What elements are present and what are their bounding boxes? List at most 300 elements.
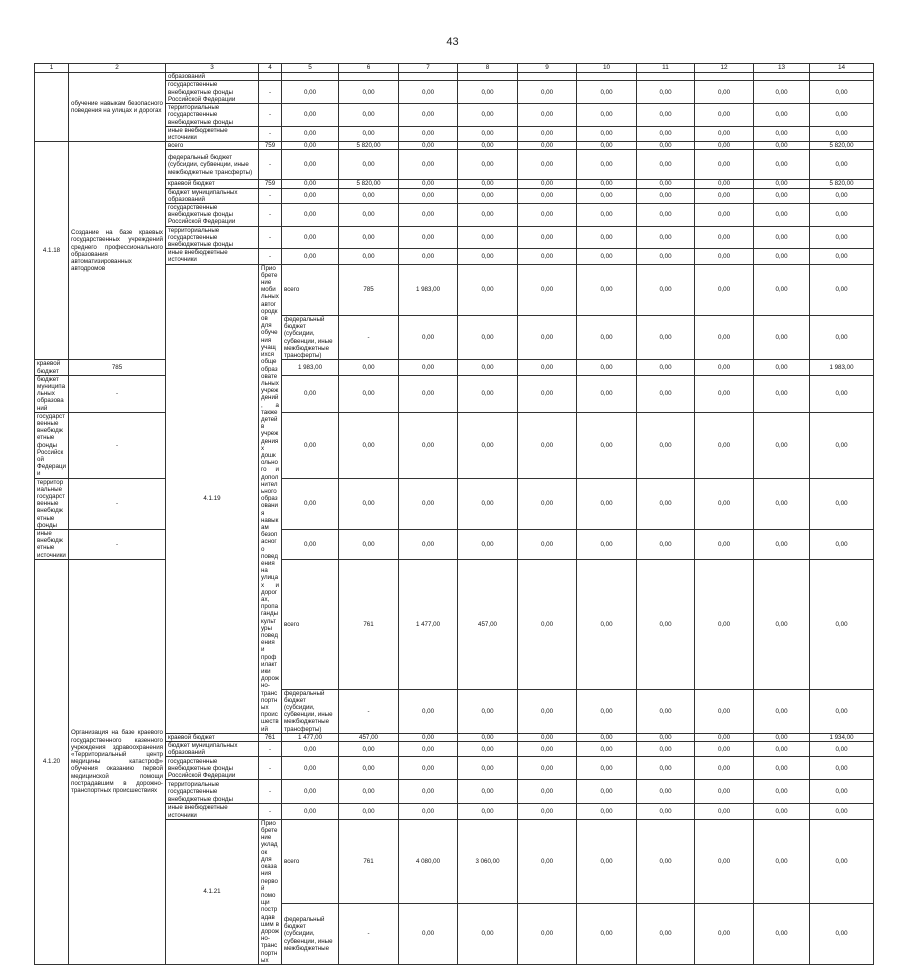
amount-cell: 0,00 [577, 559, 637, 689]
amount-cell: 0,00 [695, 742, 754, 757]
amount-cell: 0,00 [577, 904, 637, 965]
amount-cell: 0,00 [518, 780, 577, 804]
amount-cell: 0,00 [518, 689, 577, 733]
amount-cell: 0,00 [518, 804, 577, 819]
amount-cell: 0,00 [399, 180, 458, 188]
amount-cell: 0,00 [518, 188, 577, 203]
amount-cell: 0,00 [399, 104, 458, 127]
amount-cell: 0,00 [637, 529, 695, 559]
amount-cell: 0,00 [518, 226, 577, 249]
amount-cell: 0,00 [399, 412, 458, 478]
amount-cell: 0,00 [695, 360, 754, 375]
amount-cell: 0,00 [518, 742, 577, 757]
amount-cell: 0,00 [754, 412, 810, 478]
budget-code [259, 73, 282, 81]
budget-code: - [69, 478, 166, 529]
amount-cell: 0,00 [282, 478, 339, 529]
amount-cell: 0,00 [637, 733, 695, 741]
funding-source: территориальные государственные внебюджетные фонды [166, 104, 259, 127]
amount-cell: 0,00 [458, 226, 518, 249]
amount-cell: 0,00 [518, 104, 577, 127]
amount-cell: 0,00 [577, 780, 637, 804]
amount-cell: 0,00 [518, 126, 577, 141]
amount-cell: 0,00 [282, 804, 339, 819]
amount-cell: 0,00 [577, 104, 637, 127]
amount-cell: 0,00 [339, 757, 399, 780]
amount-cell: 0,00 [754, 529, 810, 559]
amount-cell: 0,00 [399, 316, 458, 360]
amount-cell: 0,00 [810, 757, 874, 780]
amount-cell: 0,00 [695, 733, 754, 741]
amount-cell: 0,00 [637, 780, 695, 804]
amount-cell: 0,00 [399, 142, 458, 150]
budget-code: 785 [339, 264, 399, 315]
amount-cell: 0,00 [399, 529, 458, 559]
amount-cell: 0,00 [577, 742, 637, 757]
amount-cell: 0,00 [518, 150, 577, 180]
amount-cell: 0,00 [518, 204, 577, 227]
funding-source: краевой бюджет [166, 180, 259, 188]
column-header: 3 [166, 64, 259, 73]
amount-cell: 0,00 [339, 204, 399, 227]
funding-source: иные внебюджетные источники [35, 529, 69, 559]
amount-cell [637, 73, 695, 81]
amount-cell: 0,00 [458, 478, 518, 529]
amount-cell: 0,00 [577, 478, 637, 529]
amount-cell: 0,00 [637, 689, 695, 733]
amount-cell: 0,00 [399, 904, 458, 965]
amount-cell: 0,00 [577, 819, 637, 903]
amount-cell: 0,00 [399, 226, 458, 249]
funding-source: бюджет муниципальных образований [166, 742, 259, 757]
amount-cell: 0,00 [399, 81, 458, 104]
amount-cell: 0,00 [637, 104, 695, 127]
amount-cell: 0,00 [518, 819, 577, 903]
amount-cell: 0,00 [754, 316, 810, 360]
amount-cell: 0,00 [754, 742, 810, 757]
amount-cell: 0,00 [282, 412, 339, 478]
budget-code: - [259, 249, 282, 264]
funding-source: государственные внебюджетные фонды Российской Федерации [166, 757, 259, 780]
amount-cell: 0,00 [754, 478, 810, 529]
amount-cell: 0,00 [339, 529, 399, 559]
amount-cell: 0,00 [518, 478, 577, 529]
table-row [35, 412, 874, 478]
amount-cell: 0,00 [810, 742, 874, 757]
amount-cell: 0,00 [458, 780, 518, 804]
budget-code: - [259, 780, 282, 804]
budget-code: 761 [339, 819, 399, 903]
column-header: 5 [282, 64, 339, 73]
amount-cell: 0,00 [399, 150, 458, 180]
amount-cell: 0,00 [577, 204, 637, 227]
amount-cell: 0,00 [458, 180, 518, 188]
funding-source: территориальные государственные внебюджетные фонды [166, 226, 259, 249]
funding-source: государственные внебюджетные фонды Российской Федерации [166, 204, 259, 227]
amount-cell: 0,00 [458, 316, 518, 360]
amount-cell: 457,00 [339, 733, 399, 741]
amount-cell: 0,00 [637, 757, 695, 780]
amount-cell: 0,00 [754, 264, 810, 315]
amount-cell: 0,00 [282, 150, 339, 180]
amount-cell: 0,00 [754, 689, 810, 733]
amount-cell: 0,00 [458, 529, 518, 559]
amount-cell: 0,00 [637, 904, 695, 965]
amount-cell: 0,00 [577, 226, 637, 249]
amount-cell: 0,00 [458, 733, 518, 741]
amount-cell: 0,00 [754, 188, 810, 203]
amount-cell: 0,00 [695, 142, 754, 150]
amount-cell: 0,00 [399, 742, 458, 757]
amount-cell [399, 73, 458, 81]
amount-cell: 0,00 [518, 316, 577, 360]
amount-cell: 0,00 [637, 180, 695, 188]
amount-cell: 0,00 [754, 733, 810, 741]
amount-cell: 1 983,00 [810, 360, 874, 375]
budget-code: - [259, 204, 282, 227]
budget-code: 759 [259, 142, 282, 150]
amount-cell: 0,00 [637, 126, 695, 141]
funding-source: федеральный бюджет (субсидии, субвенции, иные межбюджетные [282, 904, 339, 965]
amount-cell: 0,00 [399, 478, 458, 529]
amount-cell [577, 73, 637, 81]
amount-cell: 0,00 [458, 142, 518, 150]
amount-cell: 0,00 [518, 733, 577, 741]
amount-cell: 0,00 [810, 478, 874, 529]
amount-cell: 0,00 [577, 804, 637, 819]
amount-cell: 0,00 [339, 81, 399, 104]
amount-cell: 0,00 [339, 150, 399, 180]
amount-cell: 0,00 [754, 142, 810, 150]
budget-code: - [259, 226, 282, 249]
funding-source: всего [282, 264, 339, 315]
amount-cell: 0,00 [458, 757, 518, 780]
amount-cell: 0,00 [458, 412, 518, 478]
amount-cell: 0,00 [637, 804, 695, 819]
amount-cell: 0,00 [577, 81, 637, 104]
budget-code: - [339, 316, 399, 360]
table-row [35, 478, 874, 529]
amount-cell: 0,00 [458, 804, 518, 819]
amount-cell: 0,00 [637, 204, 695, 227]
amount-cell: 0,00 [754, 819, 810, 903]
amount-cell: 0,00 [810, 819, 874, 903]
amount-cell: 0,00 [810, 375, 874, 412]
amount-cell: 0,00 [577, 126, 637, 141]
item-description: Приобретение укладок для оказания первой помощи пострадавшим в дорожно-транспортных [259, 819, 282, 964]
amount-cell: 0,00 [754, 559, 810, 689]
table-row [35, 142, 874, 150]
amount-cell: 0,00 [518, 529, 577, 559]
amount-cell: 0,00 [577, 529, 637, 559]
funding-source: иные внебюджетные источники [166, 249, 259, 264]
amount-cell: 0,00 [637, 742, 695, 757]
amount-cell: 0,00 [577, 142, 637, 150]
amount-cell: 0,00 [695, 126, 754, 141]
amount-cell: 0,00 [339, 188, 399, 203]
amount-cell: 0,00 [458, 150, 518, 180]
amount-cell [810, 73, 874, 81]
amount-cell: 1 983,00 [282, 360, 339, 375]
column-header: 13 [754, 64, 810, 73]
funding-source: всего [166, 142, 259, 150]
amount-cell: 0,00 [695, 559, 754, 689]
funding-source: территориальные государственные внебюджетные фонды [166, 780, 259, 804]
column-header: 9 [518, 64, 577, 73]
item-code: 4.1.18 [35, 142, 69, 360]
amount-cell: 0,00 [810, 249, 874, 264]
amount-cell: 0,00 [339, 412, 399, 478]
funding-source: иные внебюджетные источники [166, 804, 259, 819]
amount-cell: 0,00 [810, 204, 874, 227]
amount-cell: 0,00 [282, 249, 339, 264]
amount-cell: 0,00 [577, 264, 637, 315]
amount-cell: 0,00 [577, 316, 637, 360]
amount-cell: 0,00 [339, 375, 399, 412]
amount-cell: 0,00 [754, 904, 810, 965]
amount-cell: 0,00 [518, 249, 577, 264]
amount-cell: 0,00 [637, 478, 695, 529]
column-header: 8 [458, 64, 518, 73]
funding-source: бюджет муниципальных образований [166, 188, 259, 203]
amount-cell: 0,00 [695, 904, 754, 965]
amount-cell: 0,00 [577, 150, 637, 180]
amount-cell: 0,00 [282, 742, 339, 757]
budget-code: - [69, 375, 166, 412]
budget-code: - [259, 757, 282, 780]
amount-cell: 0,00 [637, 142, 695, 150]
amount-cell: 0,00 [518, 757, 577, 780]
amount-cell: 0,00 [637, 150, 695, 180]
amount-cell: 0,00 [754, 150, 810, 180]
amount-cell: 0,00 [754, 360, 810, 375]
amount-cell: 0,00 [282, 180, 339, 188]
table-row [35, 73, 874, 81]
amount-cell: 0,00 [282, 188, 339, 203]
amount-cell: 3 060,00 [458, 819, 518, 903]
funding-source: федеральный бюджет (субсидии, субвенции, иные межбюджетные трансферты) [166, 150, 259, 180]
amount-cell: 0,00 [399, 204, 458, 227]
amount-cell: 0,00 [695, 180, 754, 188]
amount-cell: 0,00 [339, 226, 399, 249]
amount-cell: 0,00 [339, 126, 399, 141]
amount-cell [282, 73, 339, 81]
funding-source: краевой бюджет [166, 733, 259, 741]
amount-cell: 0,00 [810, 316, 874, 360]
amount-cell: 0,00 [810, 188, 874, 203]
amount-cell: 0,00 [695, 689, 754, 733]
amount-cell: 0,00 [339, 742, 399, 757]
amount-cell: 0,00 [754, 81, 810, 104]
amount-cell: 0,00 [518, 180, 577, 188]
amount-cell [518, 73, 577, 81]
amount-cell: 0,00 [695, 529, 754, 559]
amount-cell: 0,00 [458, 904, 518, 965]
funding-source: всего [282, 819, 339, 903]
amount-cell: 0,00 [754, 204, 810, 227]
amount-cell: 0,00 [458, 360, 518, 375]
amount-cell: 1 983,00 [399, 264, 458, 315]
amount-cell: 0,00 [399, 126, 458, 141]
amount-cell: 0,00 [695, 249, 754, 264]
amount-cell: 0,00 [695, 819, 754, 903]
amount-cell: 0,00 [754, 226, 810, 249]
budget-code: - [69, 412, 166, 478]
amount-cell: 0,00 [339, 104, 399, 127]
budget-code: - [259, 126, 282, 141]
amount-cell: 0,00 [695, 412, 754, 478]
amount-cell: 0,00 [458, 689, 518, 733]
budget-code: - [259, 104, 282, 127]
funding-source: государственные внебюджетные фонды Российской Федерации [166, 81, 259, 104]
amount-cell: 0,00 [637, 375, 695, 412]
funding-source: всего [282, 559, 339, 689]
amount-cell: 5 820,00 [339, 180, 399, 188]
amount-cell: 0,00 [399, 360, 458, 375]
column-header: 10 [577, 64, 637, 73]
item-description: обучение навыкам безопасного поведения на улицах и дорогах [69, 73, 166, 142]
amount-cell: 0,00 [339, 804, 399, 819]
budget-code: 759 [259, 180, 282, 188]
amount-cell: 0,00 [637, 316, 695, 360]
amount-cell: 0,00 [637, 264, 695, 315]
amount-cell: 0,00 [282, 104, 339, 127]
amount-cell: 1 477,00 [399, 559, 458, 689]
amount-cell: 0,00 [518, 81, 577, 104]
funding-source: федеральный бюджет (субсидии, субвенции, иные межбюджетные трансферты) [282, 316, 339, 360]
amount-cell: 0,00 [810, 81, 874, 104]
amount-cell: 0,00 [695, 204, 754, 227]
item-code: 4.1.19 [166, 264, 259, 733]
amount-cell: 0,00 [810, 689, 874, 733]
amount-cell: 0,00 [637, 360, 695, 375]
amount-cell: 0,00 [695, 780, 754, 804]
amount-cell: 0,00 [577, 689, 637, 733]
amount-cell: 0,00 [637, 249, 695, 264]
budget-table [34, 63, 874, 965]
amount-cell: 4 080,00 [399, 819, 458, 903]
amount-cell: 0,00 [695, 804, 754, 819]
amount-cell: 0,00 [754, 375, 810, 412]
amount-cell: 0,00 [695, 375, 754, 412]
amount-cell: 0,00 [577, 360, 637, 375]
amount-cell: 0,00 [810, 529, 874, 559]
amount-cell: 0,00 [637, 819, 695, 903]
amount-cell: 0,00 [637, 81, 695, 104]
amount-cell: 0,00 [458, 126, 518, 141]
amount-cell: 0,00 [282, 204, 339, 227]
budget-code: - [259, 742, 282, 757]
amount-cell: 0,00 [754, 104, 810, 127]
amount-cell: 0,00 [282, 81, 339, 104]
amount-cell: 0,00 [695, 188, 754, 203]
amount-cell: 0,00 [399, 249, 458, 264]
funding-source: образований [166, 73, 259, 81]
column-header: 7 [399, 64, 458, 73]
amount-cell: 0,00 [339, 478, 399, 529]
budget-code: - [259, 804, 282, 819]
amount-cell: 0,00 [518, 264, 577, 315]
amount-cell: 0,00 [577, 188, 637, 203]
amount-cell: 0,00 [810, 126, 874, 141]
amount-cell: 0,00 [695, 316, 754, 360]
item-code: 4.1.21 [166, 819, 259, 964]
funding-source: иные внебюджетные источники [166, 126, 259, 141]
table-row [35, 559, 874, 689]
column-header: 12 [695, 64, 754, 73]
amount-cell [754, 73, 810, 81]
amount-cell: 0,00 [282, 529, 339, 559]
amount-cell: 0,00 [754, 757, 810, 780]
table-row [35, 375, 874, 412]
amount-cell: 0,00 [282, 375, 339, 412]
amount-cell: 5 820,00 [810, 142, 874, 150]
column-number-row [35, 64, 874, 73]
item-code: 4.1.20 [35, 559, 69, 964]
amount-cell: 0,00 [695, 478, 754, 529]
amount-cell: 0,00 [577, 412, 637, 478]
amount-cell: 0,00 [637, 559, 695, 689]
amount-cell: 0,00 [282, 780, 339, 804]
amount-cell: 0,00 [339, 360, 399, 375]
funding-source: территориальные государственные внебюджетные фонды [35, 478, 69, 529]
amount-cell: 0,00 [282, 226, 339, 249]
amount-cell: 0,00 [637, 188, 695, 203]
budget-code: 785 [69, 360, 166, 375]
amount-cell: 5 820,00 [339, 142, 399, 150]
table-row [35, 360, 874, 375]
budget-code: - [259, 150, 282, 180]
amount-cell: 0,00 [810, 559, 874, 689]
column-header: 4 [259, 64, 282, 73]
amount-cell: 0,00 [518, 360, 577, 375]
funding-source: краевой бюджет [35, 360, 69, 375]
amount-cell: 0,00 [754, 780, 810, 804]
item-code [35, 73, 69, 142]
amount-cell: 0,00 [339, 780, 399, 804]
amount-cell: 0,00 [339, 249, 399, 264]
amount-cell: 0,00 [577, 249, 637, 264]
amount-cell: 0,00 [810, 804, 874, 819]
funding-source: федеральный бюджет (субсидии, субвенции, иные межбюджетные трансферты) [282, 689, 339, 733]
amount-cell: 0,00 [577, 375, 637, 412]
item-description: Организация на базе краевого государственного казенного учреждения здравоохранения «Территориальный центр медицины катастроф» обучения оказанию первой медицинской помощи пострадавшим в дорожно-транспортных происшествиях [69, 559, 166, 964]
amount-cell: 0,00 [754, 126, 810, 141]
column-header: 2 [69, 64, 166, 73]
item-description: Приобретение мобильных автогородков для обучения учащихся общеобразовательных учреждений, а также детей в учреждениях дошкольного и дополнительного образования навыкам безопасного поведения на улицах и дорогах, пропаганды культуры поведения и профилактики дорожно-транспортных происшествий [259, 264, 282, 733]
budget-code: 761 [259, 733, 282, 741]
amount-cell: 0,00 [810, 904, 874, 965]
amount-cell: 0,00 [754, 249, 810, 264]
funding-source: государственные внебюджетные фонды Российской Федерации [35, 412, 69, 478]
funding-source: бюджет муниципальных образований [35, 375, 69, 412]
budget-code: - [259, 188, 282, 203]
amount-cell: 0,00 [810, 264, 874, 315]
amount-cell: 0,00 [458, 742, 518, 757]
amount-cell: 0,00 [810, 412, 874, 478]
amount-cell: 0,00 [577, 733, 637, 741]
item-description: Создание на базе краевых государственных учреждений среднего профессионального образования автоматизированных автодромов [69, 142, 166, 360]
amount-cell: 0,00 [458, 104, 518, 127]
column-header: 11 [637, 64, 695, 73]
amount-cell: 0,00 [458, 264, 518, 315]
amount-cell: 0,00 [695, 104, 754, 127]
amount-cell: 0,00 [399, 733, 458, 741]
amount-cell: 0,00 [458, 188, 518, 203]
amount-cell: 0,00 [458, 204, 518, 227]
budget-code: 761 [339, 559, 399, 689]
budget-code: - [339, 904, 399, 965]
